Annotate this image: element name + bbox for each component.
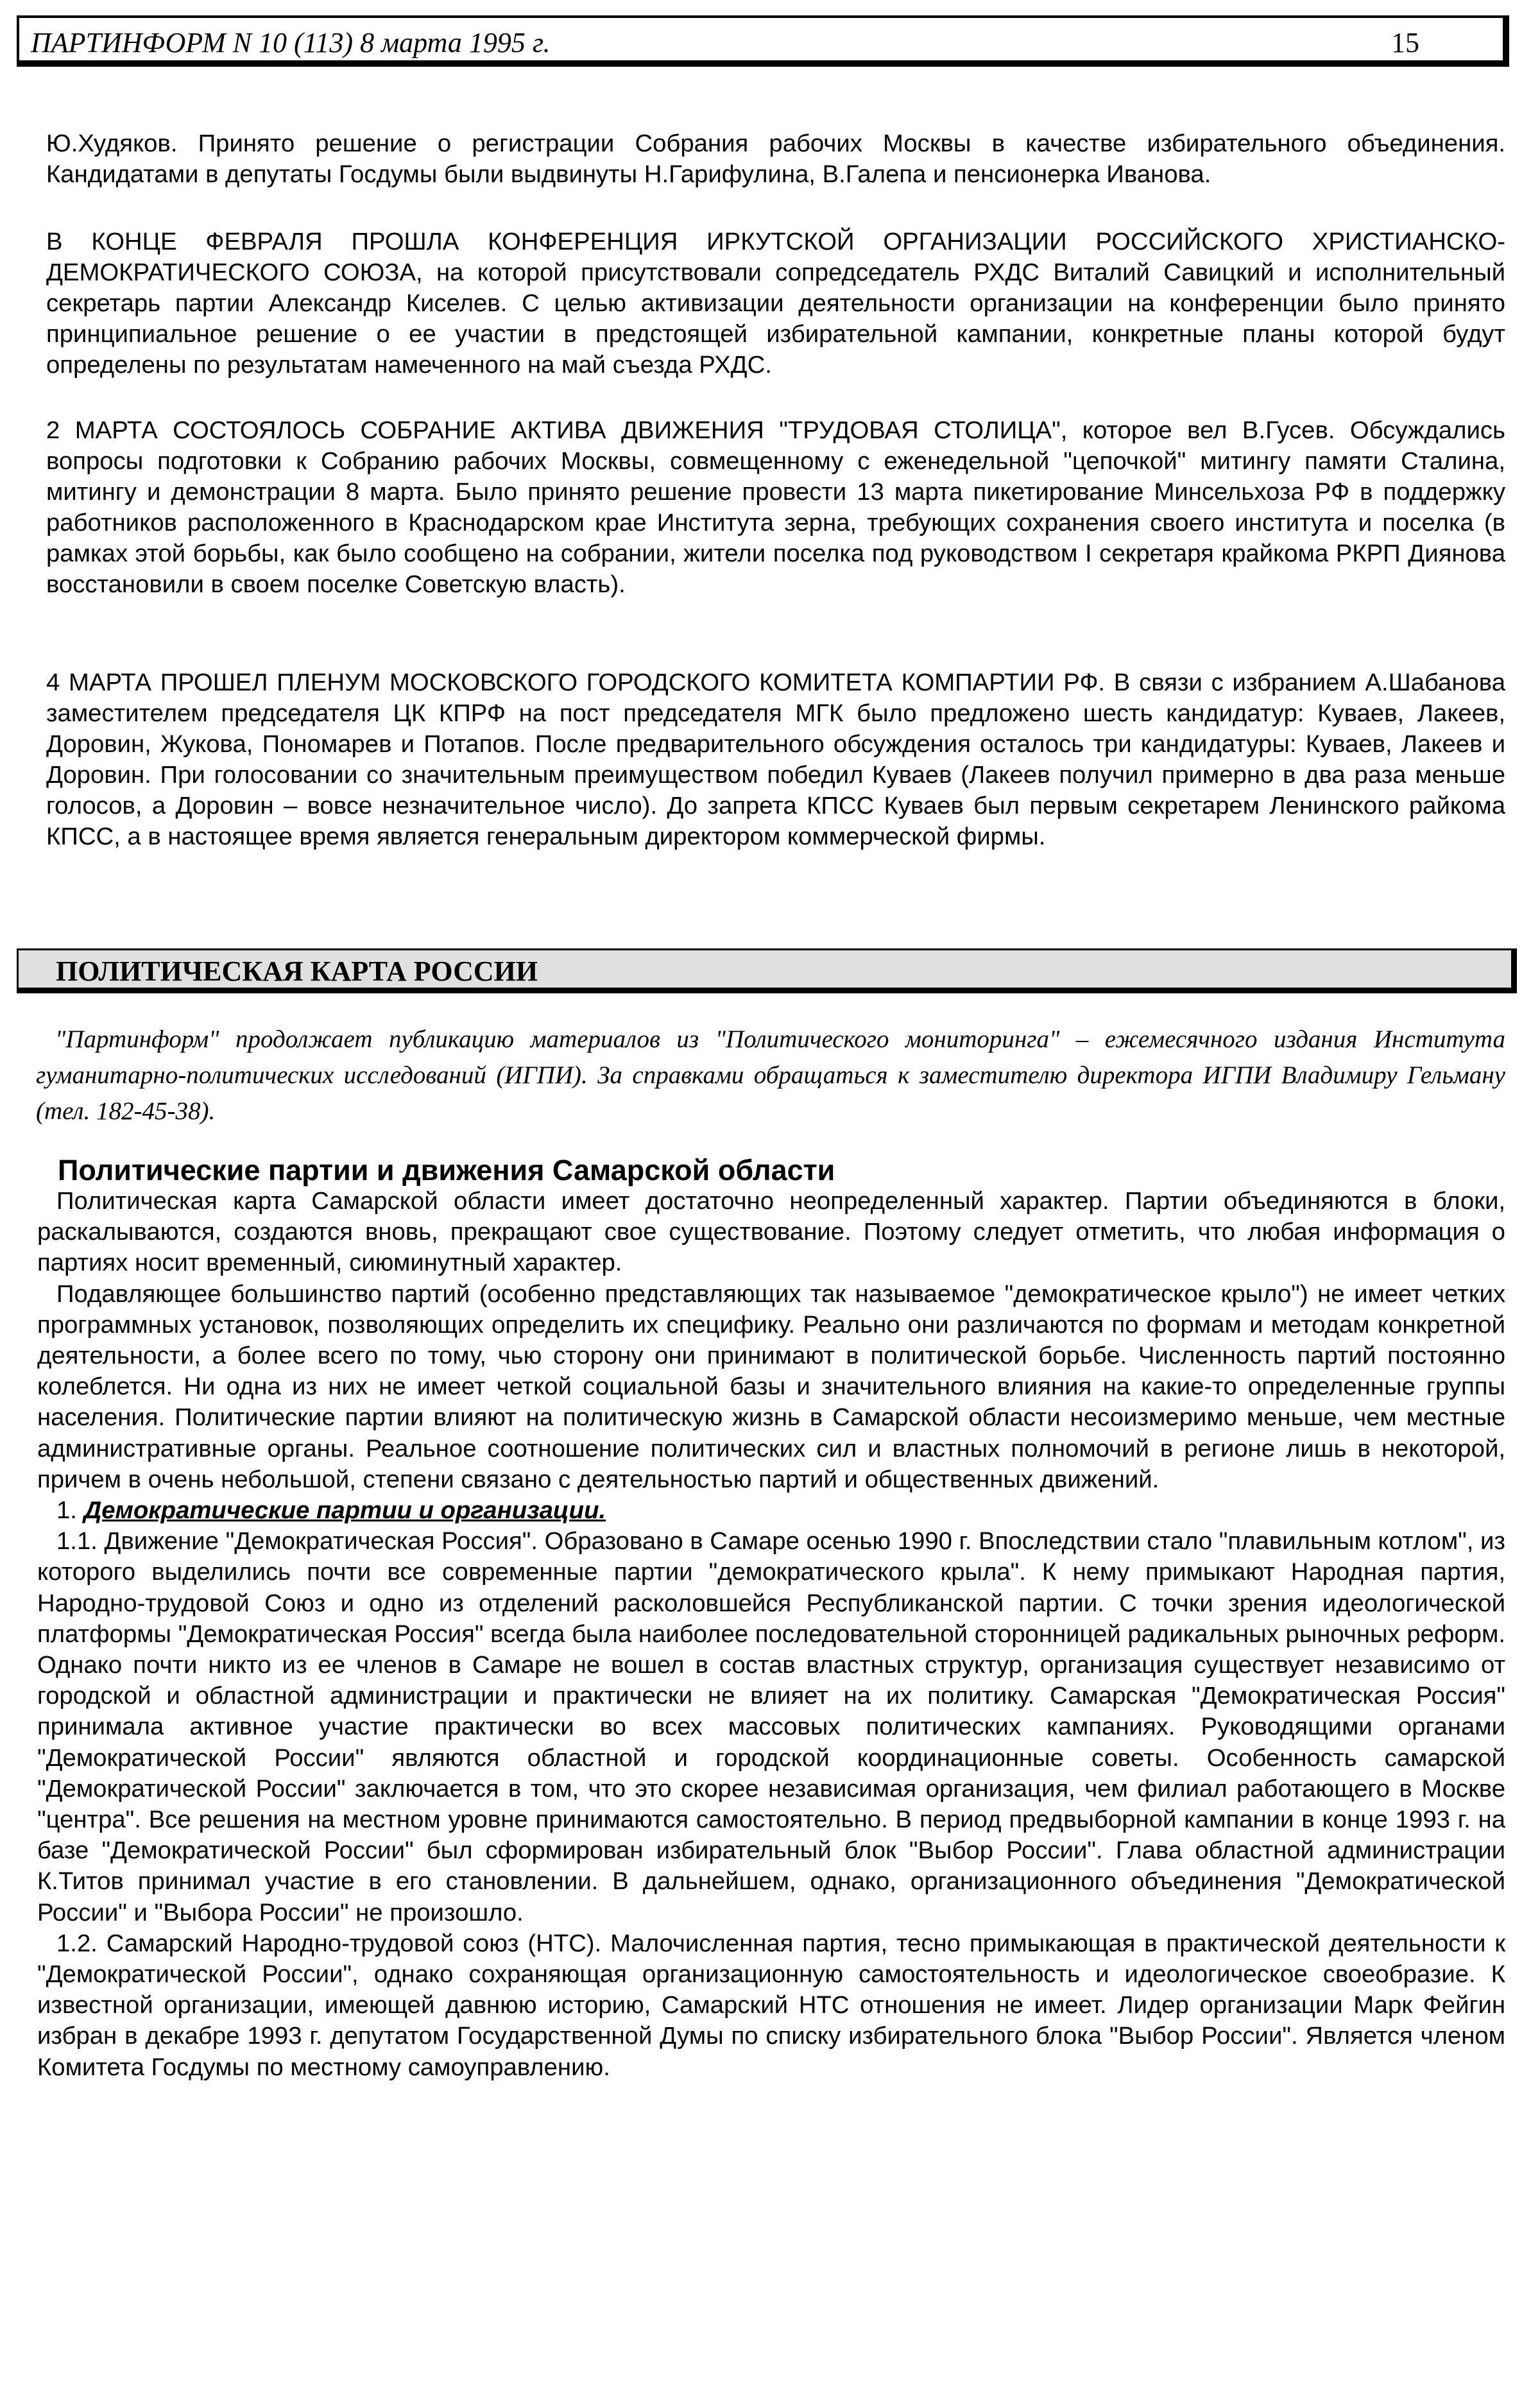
page-number: 15 xyxy=(1391,27,1419,58)
subsection-title: Демократические партии и организации. xyxy=(83,1496,606,1525)
article-paragraph: 1.1. Движение "Демократическая Россия". Образовано в Самаре осенью 1990 г. Впоследствии стало "плавильным котлом", из которого выделились почти все современные партии "демократического крыла". К нему примыкают Народная партия, Народно-трудовой Союз и одно из отделений расколовшейся Республиканской партии. С точки зрения идеологической платформы "Демократическая Россия" всегда была наиболее последовательной сторонницей радикальных рыночных реформ. Однако почти никто из ее членов в Самаре не вошел в состав властных структур, организация существует независимо от городской и областной администрации и практически не влияет на их политику. Самарская "Демократическая Россия" принимала активное участие практически во всех массовых политических кампаниях. Руководящими органами "Демократической России" являются областной и городской координационные советы. Особенность самарской "Демократической России" заключается в том, что это скорее независимая организация, чем филиал работающего в Москве "центра". Все решения на местном уровне принимаются самостоятельно. В период предвыборной кампании в конце 1993 г. на базе "Демократической России" был сформирован избирательный блок "Выбор России". Глава областной администрации К.Титов принимал участие в его становлении. В дальнейшем, однако, организационного объединения "Демократической России" и "Выбора России" не произошло. xyxy=(37,1527,1505,1926)
news-item: Ю.Худяков. Принято решение о регистрации Собрания рабочих Москвы в качестве избирательного объединения. Кандидатами в депутаты Госдумы были выдвинуты Н.Гарифулина, В.Галепа и пенсионерка Иванова. xyxy=(46,130,1505,188)
article-body xyxy=(37,1186,1505,2083)
news-item: В КОНЦЕ ФЕВРАЛЯ ПРОШЛА КОНФЕРЕНЦИЯ ИРКУТСКОЙ ОРГАНИЗАЦИИ РОССИЙСКОГО ХРИСТИАНСКО-ДЕМОКРАТИЧЕСКОГО СОЮЗА, на которой присутствовали сопредседатель РХДС Виталий Савицкий и исполнительный секретарь партии Александр Киселев. С целью активизации деятельности организации на конференции было принято принципиальное решение о ее участии в предстоящей избирательной кампании, конкретные планы которой будут определены по результатам намеченного на май съезда РХДС. xyxy=(46,228,1505,379)
publication-title: ПАРТИНФОРМ N 10 (113) 8 марта 1995 г. xyxy=(31,27,551,58)
page-header xyxy=(17,15,1509,67)
section-intro: "Партинформ" продолжает публикацию материалов из "Политического мониторинга" – ежемесячного издания Института гуманитарно-политических исследований (ИГПИ). За справками обращаться к заместителю директора ИГПИ Владимиру Гельману (тел. 182-45-38). xyxy=(36,1025,1505,1125)
article-paragraph: 1.2. Самарский Народно-трудовой союз (НТС). Малочисленная партия, тесно примыкающая в практической деятельности к "Демократической России", однако сохраняющая организационную самостоятельность и идеологическое своеобразие. К известной организации, имеющей давнюю историю, Самарский НТС отношения не имеет. Лидер организации Марк Фейгин избран в декабре 1993 г. депутатом Государственной Думы по списку избирательного блока "Выбор России". Является членом Комитета Госдумы по местному самоуправлению. xyxy=(37,1929,1505,2081)
news-item: 4 МАРТА ПРОШЕЛ ПЛЕНУМ МОСКОВСКОГО ГОРОДСКОГО КОМИТЕТА КОМПАРТИИ РФ. В связи с избранием А.Шабанова заместителем председателя ЦК КПРФ на пост председателя МГК было предложено шесть кандидатур: Куваев, Лакеев, Доровин, Жукова, Пономарев и Потапов. После предварительного обсуждения осталось три кандидатуры: Куваев, Лакеев и Доровин. При голосовании со значительным преимуществом победил Куваев (Лакеев получил примерно в два раза меньше голосов, а Доровин – вовсе незначительное число). До запрета КПСС Куваев был первым секретарем Ленинского райкома КПСС, а в настоящее время является генеральным директором коммерческой фирмы. xyxy=(46,669,1505,850)
subsection-number: 1. xyxy=(56,1496,77,1525)
article-paragraph: Подавляющее большинство партий (особенно представляющих так называемое "демократическое крыло") не имеет четких программных установок, позволяющих определить их специфику. Реально они различаются по формам и методам конкретной деятельности, а более всего по тому, чью сторону они принимают в политической борьбе. Численность партий постоянно колеблется. Ни одна из них не имеет четкой социальной базы и значительного влияния на какие-то определенные группы населения. Политические партии влияют на политическую жизнь в Самарской области несоизмеримо меньше, чем местные административные органы. Реальное соотношение политических сил и властных полномочий в регионе лишь в некоторой, причем в очень небольшой, степени связано с деятельностью партий и общественных движений. xyxy=(37,1280,1505,1493)
section-title: ПОЛИТИЧЕСКАЯ КАРТА РОССИИ xyxy=(56,955,538,987)
news-item: 2 МАРТА СОСТОЯЛОСЬ СОБРАНИЕ АКТИВА ДВИЖЕНИЯ "ТРУДОВАЯ СТОЛИЦА", которое вел В.Гусев. Обсуждались вопросы подготовки к Собранию рабочих Москвы, совмещенному с еженедельной "цепочкой" митингу памяти Сталина, митингу и демонстрации 8 марта. Было принято решение провести 13 марта пикетирование Минсельхоза РФ в поддержку работников расположенного в Краснодарском крае Института зерна, требующих сохранения своего института и поселка (в рамках этой борьбы, как было сообщено на собрании, жители поселка под руководством I секретаря крайкома РКРП Диянова восстановили в своем поселке Советскую власть). xyxy=(46,416,1505,598)
subsection-heading xyxy=(37,1495,1505,1526)
section-header xyxy=(17,948,1517,993)
article-heading: Политические партии и движения Самарской области xyxy=(58,1154,835,1187)
article-paragraph: Политическая карта Самарской области имеет достаточно неопределенный характер. Партии объединяются в блоки, раскалываются, создаются вновь, прекращают свое существование. Поэтому следует отметить, что любая информация о партиях носит временный, сиюминутный характер. xyxy=(37,1187,1505,1277)
